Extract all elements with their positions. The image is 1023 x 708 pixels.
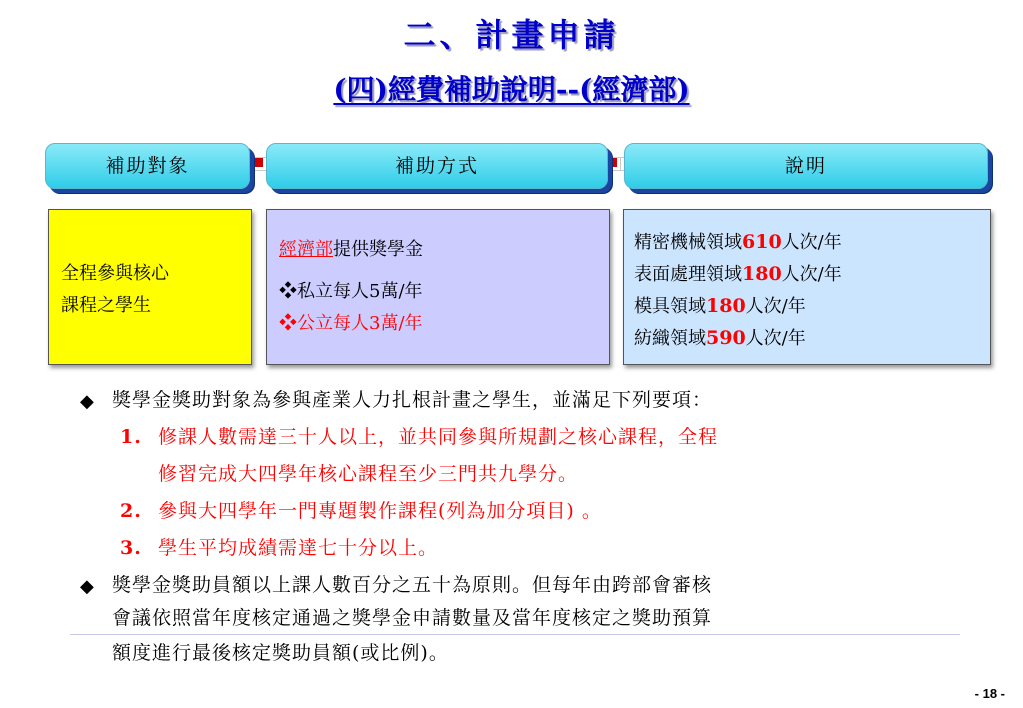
item2-number: 2.: [120, 500, 142, 522]
method-public-text: 公立每人3萬/年: [297, 313, 423, 334]
ministry-label: 經濟部: [279, 239, 333, 260]
page-number: - 18 -: [974, 686, 1005, 701]
diamond-bullet-icon: ◆: [80, 391, 94, 412]
bullet1-text: 獎學金獎助對象為參與產業人力扎根計畫之學生，並滿足下列要項：: [112, 389, 713, 411]
method-line-rest: 提供獎學金: [333, 239, 423, 260]
method-private-text: 私立每人5萬/年: [297, 281, 423, 302]
item1-line1: 修課人數需達三十人以上，並共同參與所規劃之核心課程，全程: [158, 426, 719, 448]
quota-line: 表面處理領域180人次/年: [634, 263, 842, 285]
item1-line2: 修習完成大四學年核心課程至少三門共九學分。: [158, 463, 579, 485]
connector-marker: [254, 158, 263, 167]
bullet-icon: ❖: [279, 313, 297, 334]
diamond-bullet-icon: ◆: [80, 576, 94, 597]
quota-line: 精密機械領域610人次/年: [634, 231, 842, 253]
bullet-icon: ❖: [279, 281, 297, 302]
method-public: [279, 308, 423, 340]
bullet2-line1: 獎學金獎助員額以上課人數百分之五十為原則。但每年由跨部會審核: [112, 574, 713, 596]
bullet2-line2: 會議依照當年度核定通過之獎學金申請數量及當年度核定之獎助預算: [112, 607, 713, 629]
method-private: [279, 276, 423, 308]
header-target: 補助對象: [45, 143, 250, 189]
divider: [70, 634, 960, 635]
target-line: 全程參與核心: [61, 263, 169, 284]
bullet2-line3: 額度進行最後核定獎助員額(或比例)。: [112, 642, 449, 664]
connector-marker: [608, 158, 617, 167]
item3-number: 3.: [120, 537, 142, 559]
page-subtitle: (四)經費補助說明--(經濟部): [333, 73, 690, 106]
header-method: 補助方式: [266, 143, 608, 189]
description-box: [623, 209, 991, 365]
target-line: 課程之學生: [61, 295, 151, 316]
item2-text: 參與大四學年一門專題製作課程(列為加分項目) 。: [158, 500, 602, 522]
header-description: 說明: [624, 143, 988, 189]
quota-line: 紡織領域590人次/年: [634, 327, 806, 349]
quota-line: 模具領域180人次/年: [634, 295, 806, 317]
target-box: [48, 209, 252, 365]
page-title: 二、計畫申請: [403, 16, 620, 54]
item3-text: 學生平均成績需達七十分以上。: [158, 537, 439, 559]
method-box: [266, 209, 610, 365]
item1-number: 1.: [120, 426, 142, 448]
method-line: [279, 234, 423, 266]
